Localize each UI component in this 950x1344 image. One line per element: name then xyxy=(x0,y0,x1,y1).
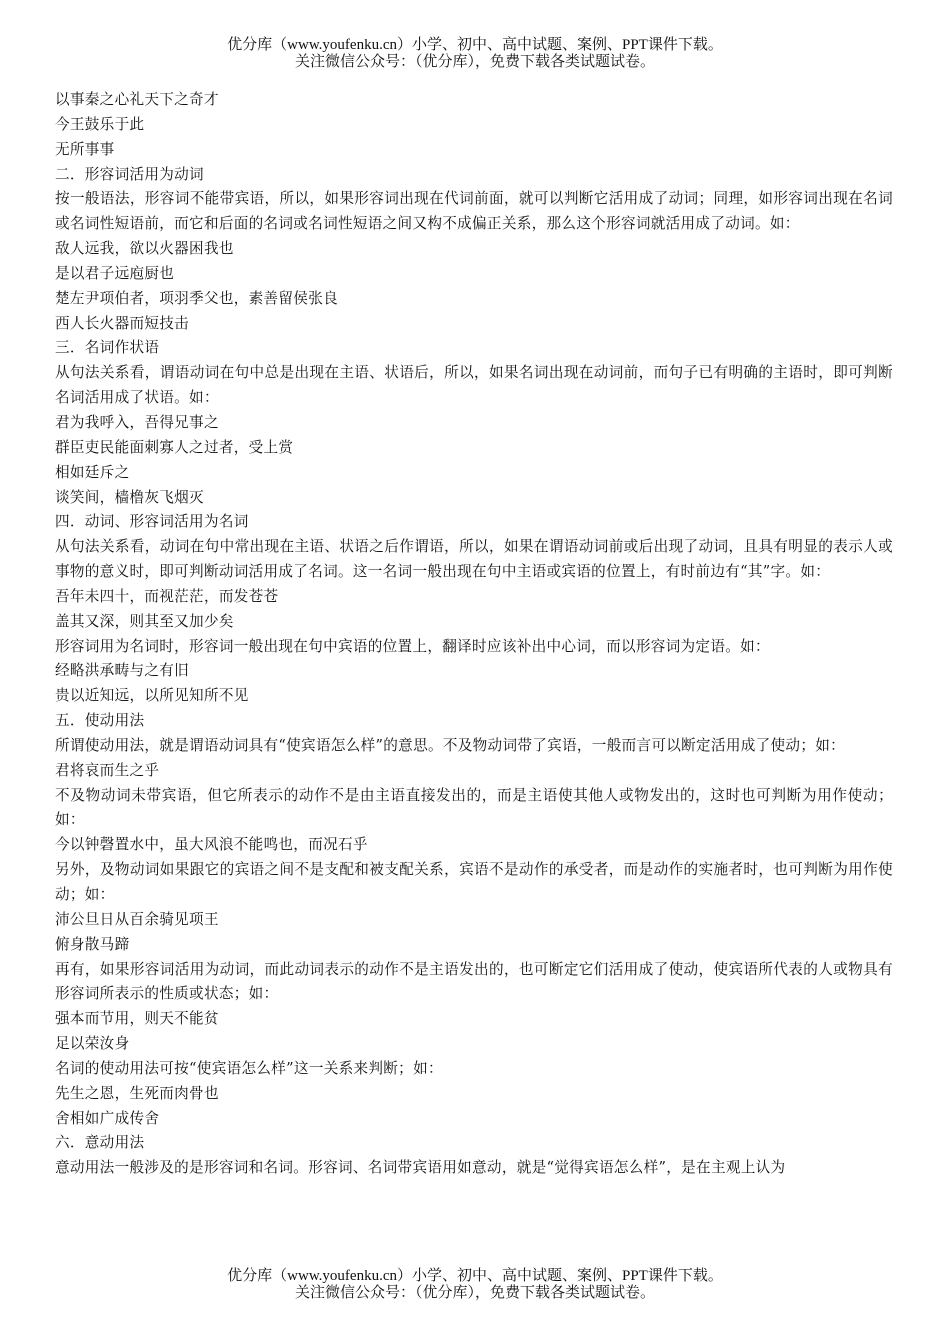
paragraph: 足以荣汝身 xyxy=(55,1035,130,1053)
paragraph: 盖其又深，则其至又加少矣 xyxy=(55,612,234,630)
paragraph: 不及物动词未带宾语，但它所表示的动作不是由主语直接发出的，而是主语使其他人或物发出的，这时也可判断为用作使动；如： xyxy=(55,786,893,829)
paragraph: 形容词用为名词时，形容词一般出现在句中宾语的位置上，翻译时应该补出中心词，而以形容词为定语。如： xyxy=(55,637,770,655)
paragraph: 从句法关系看，动词在句中常出现在主语、状语之后作谓语，所以，如果在谓语动词前或后出现了动词，且具有明显的表示人或事物的意义时，即可判断动词活用成了名词。这一名词一般出现在句中主语或宾语的位置上，有时前边有“其”字。如： xyxy=(55,538,893,581)
paragraph: 强本而节用，则天不能贫 xyxy=(55,1010,219,1028)
paragraph: 另外，及物动词如果跟它的宾语之间不是支配和被支配关系，宾语不是动作的承受者，而是动作的实施者时，也可判断为用作使动；如： xyxy=(55,861,893,903)
footer-line-1: 优分库（www.youfenku.cn）小学、初中、高中试题、案例、PPT课件下载。 xyxy=(227,1268,723,1284)
paragraph: 是以君子远庖厨也 xyxy=(55,264,175,282)
paragraph: 名词的使动用法可按“使宾语怎么样”这一关系来判断；如： xyxy=(55,1059,443,1077)
paragraph: 经略洪承畴与之有旧 xyxy=(55,662,190,680)
paragraph: 俯身散马蹄 xyxy=(55,935,130,953)
paragraph: 无所事事 xyxy=(55,140,115,158)
paragraph: 从句法关系看，谓语动词在句中总是出现在主语、状语后，所以，如果名词出现在动词前，而句子已有明确的主语时，即可判断名词活用成了状语。如： xyxy=(55,364,893,407)
paragraph: 西人长火器而短技击 xyxy=(55,314,190,332)
section-heading: 六．意动用法 xyxy=(55,1134,145,1152)
section-heading: 二．形容词活用为动词 xyxy=(55,165,204,183)
paragraph: 君将哀而生之乎 xyxy=(55,761,160,779)
paragraph: 按一般语法，形容词不能带宾语，所以，如果形容词出现在代词前面，就可以判断它活用成了动词；同理，如形容词出现在名词或名词性短语前，而它和后面的名词或名词性短语之间又构不成偏正关系，那么这个形容词就活用成了动词。如： xyxy=(55,190,893,233)
paragraph: 今王鼓乐于此 xyxy=(55,115,145,133)
paragraph: 以事秦之心礼天下之奇才 xyxy=(55,91,219,108)
paragraph: 先生之恩，生死而肉骨也 xyxy=(55,1084,219,1102)
paragraph: 沛公旦日从百余骑见项王 xyxy=(55,910,219,928)
paragraph: 群臣吏民能面刺寡人之过者，受上赏 xyxy=(55,438,294,456)
header-line-1: 优分库（www.youfenku.cn）小学、初中、高中试题、案例、PPT课件下载。 xyxy=(227,37,723,53)
paragraph: 所谓使动用法，就是谓语动词具有“使宾语怎么样”的意思。不及物动词带了宾语，一般而言可以断定活用成了使动；如： xyxy=(55,736,846,754)
paragraph: 谈笑间，樯橹灰飞烟灭 xyxy=(55,488,204,506)
paragraph: 吾年未四十，而视茫茫，而发苍苍 xyxy=(55,587,279,605)
page-header xyxy=(0,37,950,71)
paragraph: 贵以近知远，以所见知所不见 xyxy=(55,687,249,705)
page-footer xyxy=(0,1268,950,1302)
section-heading: 三．名词作状语 xyxy=(55,339,160,357)
paragraph: 舍相如广成传舍 xyxy=(55,1109,160,1127)
paragraph: 敌人远我，欲以火器困我也 xyxy=(55,240,234,258)
paragraph: 今以钟磬置水中，虽大风浪不能鸣也，而况石乎 xyxy=(55,836,368,854)
section-heading: 五．使动用法 xyxy=(55,712,145,730)
paragraph: 君为我呼入，吾得兄事之 xyxy=(55,413,219,431)
paragraph: 楚左尹项伯者，项羽季父也，素善留侯张良 xyxy=(55,289,338,307)
paragraph: 再有，如果形容词活用为动词，而此动词表示的动作不是主语发出的，也可断定它们活用成了使动，使宾语所代表的人或物具有形容词所表示的性质或状态；如： xyxy=(55,960,893,1003)
section-heading: 四．动词、形容词活用为名词 xyxy=(55,513,249,531)
paragraph: 意动用法一般涉及的是形容词和名词。形容词、名词带宾语用如意动，就是“觉得宾语怎么样”，是在主观上认为 xyxy=(55,1159,786,1177)
footer-line-2: 关注微信公众号：（优分库），免费下载各类试题试卷。 xyxy=(294,1285,655,1301)
paragraph: 相如廷斥之 xyxy=(55,463,130,481)
document-body xyxy=(55,88,893,1181)
header-line-2: 关注微信公众号：（优分库），免费下载各类试题试卷。 xyxy=(294,54,655,70)
